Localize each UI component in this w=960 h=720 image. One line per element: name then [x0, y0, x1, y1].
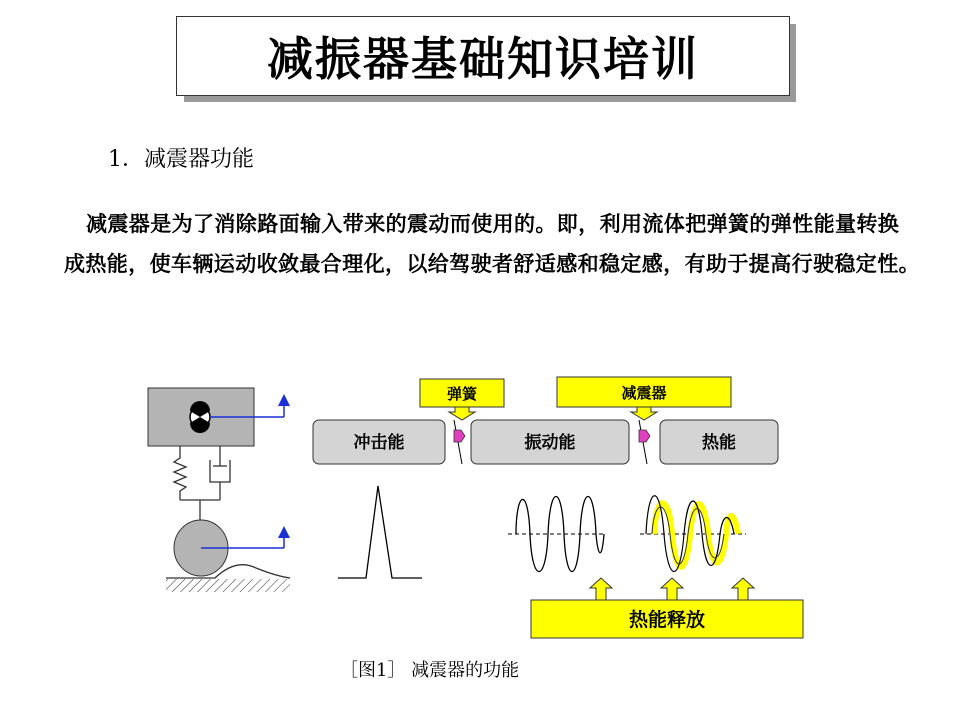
- page-title: 减振器基础知识培训: [176, 16, 790, 96]
- heat-dissipation-graph: [640, 496, 746, 572]
- road-ground: [166, 579, 290, 592]
- converter-label-damper: 减震器: [621, 384, 667, 402]
- impact-pulse-graph: [338, 486, 422, 578]
- converter-label-spring: 弹簧: [446, 385, 478, 403]
- transition-arrow-1: [454, 420, 465, 464]
- damper-down-arrow: [631, 407, 657, 420]
- transition-arrow-2: [639, 420, 650, 464]
- center-of-mass-icon: [190, 401, 210, 433]
- stage-label-heat: 热能: [702, 433, 736, 453]
- spring-element: [174, 446, 186, 500]
- heat-release-label: 热能释放: [628, 609, 706, 631]
- vibration-wave-graph: [508, 497, 606, 572]
- damper-element: [210, 446, 230, 500]
- energy-flow: [313, 377, 778, 464]
- figure-caption: ［图1］ 减震器的功能: [340, 660, 520, 681]
- section-heading: 1．减震器功能: [108, 147, 254, 172]
- intro-paragraph: 减震器是为了消除路面输入带来的震动而使用的。即，利用流体把弹簧的弹性能量转换成热能，使车辆运动收敛最合理化，以给驾驶者舒适感和稳定感，有助于提高行驶稳定性。: [64, 211, 920, 276]
- stage-label-vibration: 振动能: [524, 433, 576, 453]
- quarter-car-model: [148, 388, 290, 592]
- spring-down-arrow: [449, 407, 475, 420]
- heat-release-callout: [531, 578, 803, 638]
- stage-label-impact: 冲击能: [353, 433, 405, 453]
